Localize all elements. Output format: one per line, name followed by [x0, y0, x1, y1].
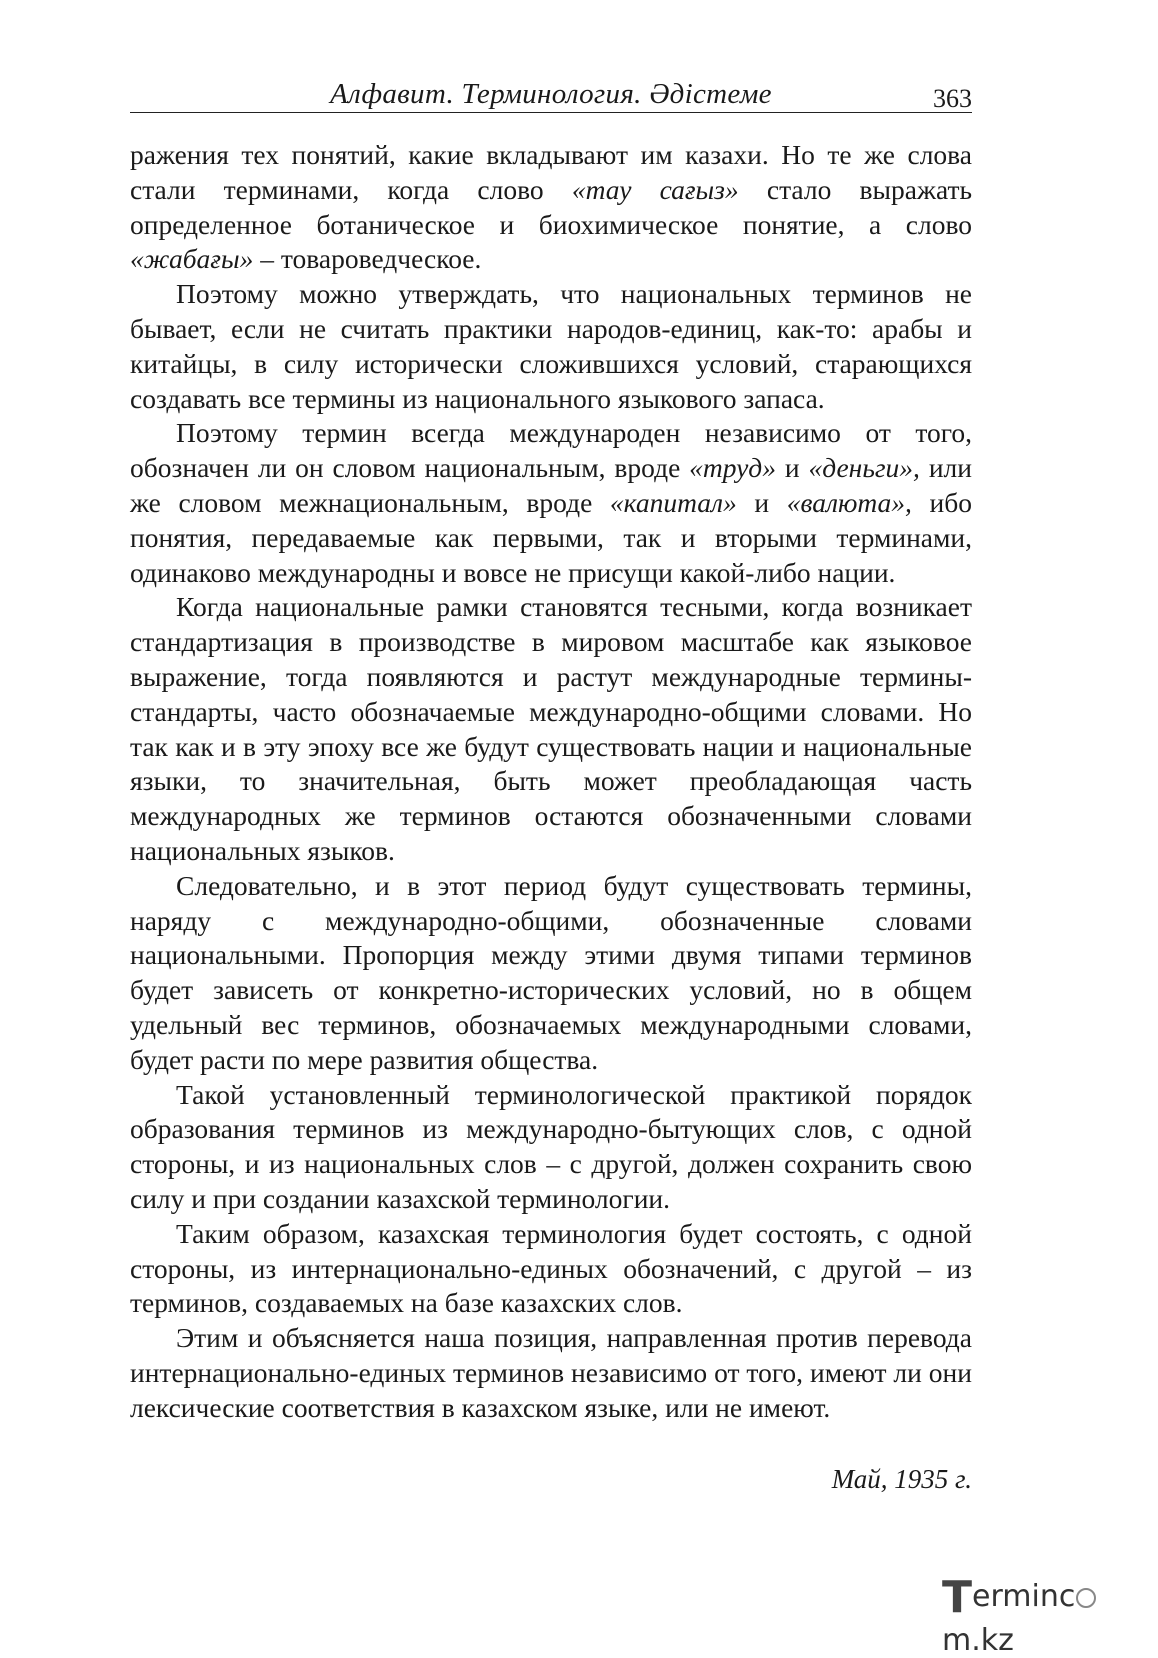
text-run: и	[736, 486, 787, 518]
text-run: Когда национальные рамки становятся тесными, когда возникает стандартизация в производстве в мировом масштабе как языковое выражение, тогда появляются и растут международные термины-стандарты, часто обозначаемые международно-общими словами. Но так как и в эту эпоху все же будут существовать нации и национальные языки, то значительная, быть может преобладающая часть международных же терминов остаются обозначенными словами национальных языков.	[130, 591, 972, 866]
paragraph	[130, 277, 972, 416]
watermark-logo: Termincm.kz	[942, 1572, 1152, 1616]
italic-term: «валюта»,	[786, 486, 912, 518]
text-run: Таким образом, казахская терминология будет состоять, с одной стороны, из интернационально-единых обозначений, с другой – из терминов, создаваемых на базе казахских слов.	[130, 1217, 972, 1319]
text-run: Этим и объясняется наша позиция, направленная против перевода интернационально-единых терминов независимо от того, имеют ли они лексические соответствия в казахском языке, или не имеют.	[130, 1322, 972, 1423]
text-run: Следовательно, и в этот период будут существовать термины, наряду с международно-общими, обозначенные словами национальными. Пропорция между этими двумя типами терминов будет зависеть от конкретно-исторических условий, но в общем удельный вес терминов, обозначаемых международными словами, будет расти по мере развития общества.	[130, 869, 972, 1075]
paragraph	[130, 1078, 972, 1217]
italic-term: «тау сағыз»	[571, 173, 739, 205]
paragraph	[130, 869, 972, 1078]
body-text	[130, 138, 972, 1425]
paragraph	[130, 138, 972, 277]
page-number: 363	[933, 84, 972, 113]
text-run: и	[775, 452, 809, 484]
running-title: Алфавит. Терминология. Әдістеме	[330, 78, 772, 110]
text-run: Поэтому можно утверждать, что национальных терминов не бывает, если не считать практики народов-единиц, как-то: арабы и китайцы, в силу исторически сложившихся условий, старающихся создавать все термины из национального языкового запаса.	[130, 278, 972, 414]
text-run: Такой установленный терминологической практикой порядок образования терминов из международно-бытующих слов, с одной стороны, и из национальных слов – с другой, должен сохранить свою силу и при создании казахской терминологии.	[130, 1078, 972, 1214]
text-run: или же словом межнациональным, вроде	[130, 452, 972, 518]
running-header	[130, 72, 972, 113]
date-signature: Май, 1935 г.	[831, 1464, 972, 1494]
text-run: стало выражать определенное ботаническое и биохимическое понятие, а слово	[130, 173, 973, 240]
italic-term: «жабағы»	[130, 243, 254, 275]
text-run: ражения тех понятий, какие вкладывают им казахи. Но те же слова стали терминами, когда слово	[130, 139, 972, 205]
paragraph	[130, 590, 972, 868]
paragraph	[130, 1217, 972, 1321]
text-run: Поэтому термин всегда международен независимо от того, обозначен ли он словом национальным, вроде	[130, 417, 972, 484]
italic-term: «труд»	[689, 452, 776, 484]
text-run: – товароведческое.	[253, 243, 482, 275]
paragraph	[130, 416, 972, 590]
italic-term: «капитал»	[609, 486, 737, 518]
italic-term: «деньги»,	[808, 452, 920, 484]
paragraph	[130, 1321, 972, 1425]
text-run: ибо понятия, передаваемые как первыми, так и вторыми терминами, одинаково международны и вовсе не присущи какой-либо нации.	[130, 486, 973, 588]
